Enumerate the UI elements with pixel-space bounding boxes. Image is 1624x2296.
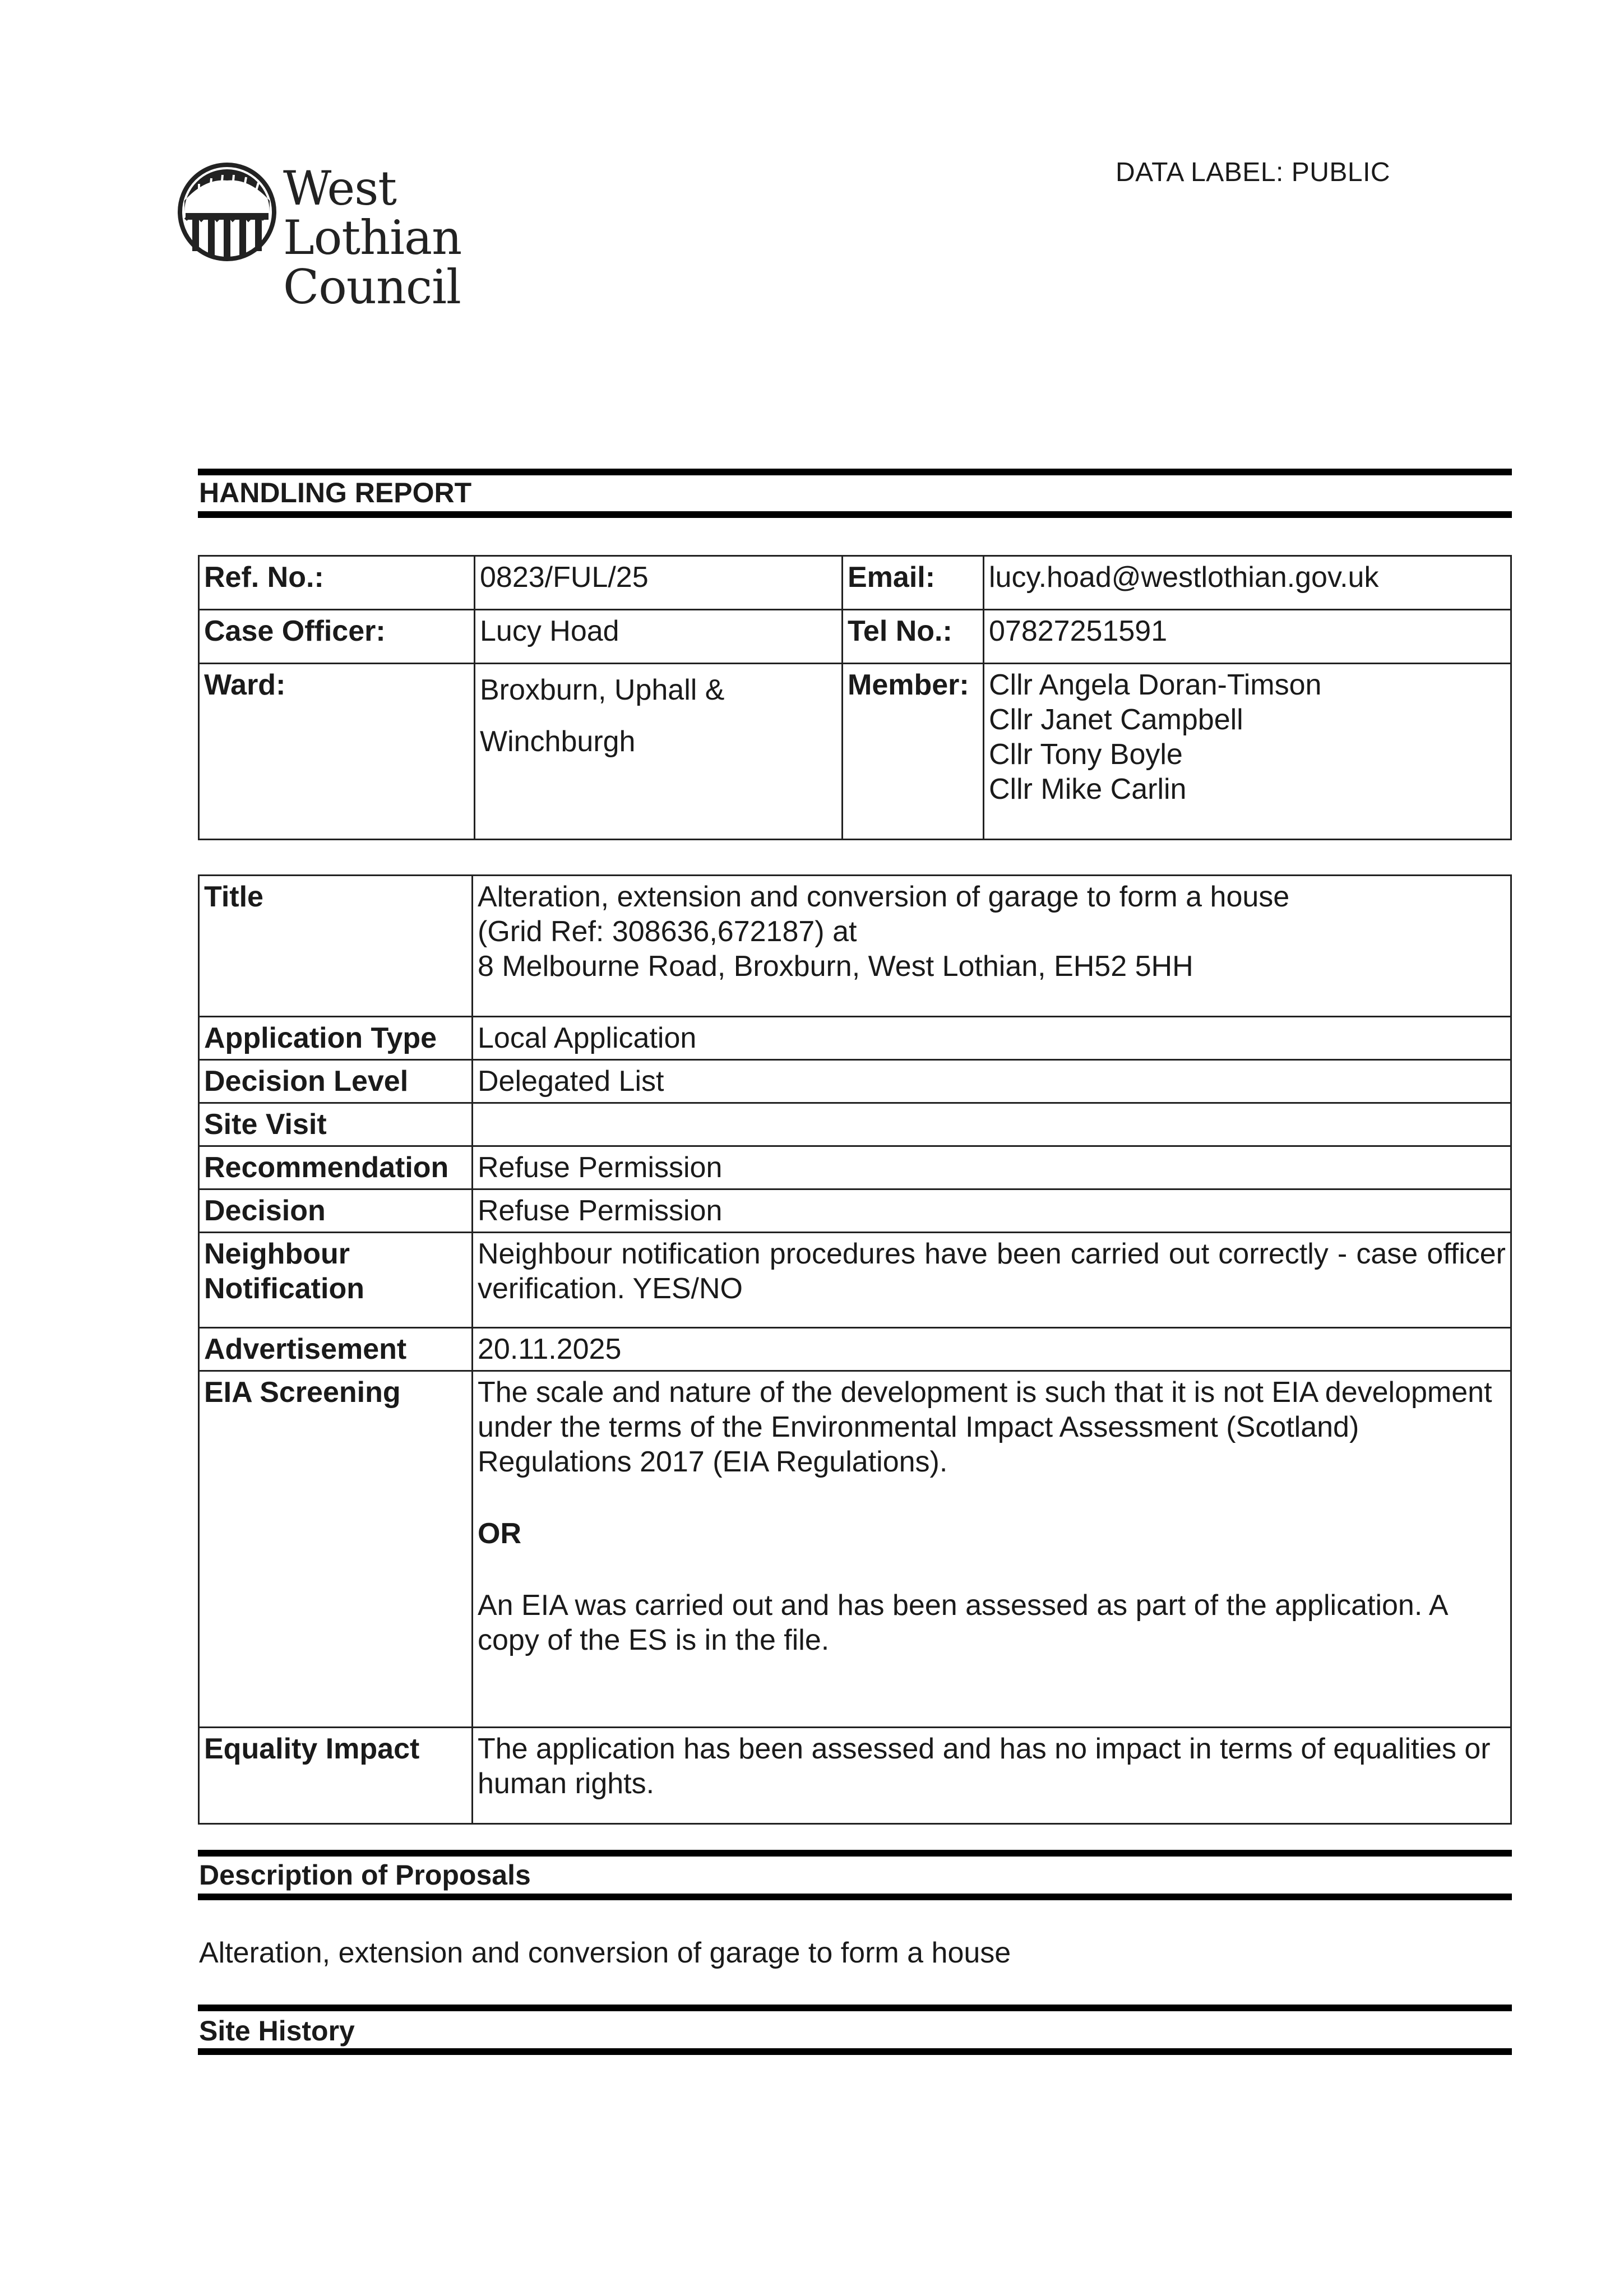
table-row <box>199 1371 1511 1728</box>
ref-label: Ref. No.: <box>199 556 475 610</box>
case-officer-value: Lucy Hoad <box>475 610 843 664</box>
case-officer-label: Case Officer: <box>199 610 475 664</box>
handling-report-heading: HANDLING REPORT <box>199 477 472 508</box>
eia-paragraph: The scale and nature of the development is such that it is not EIA development under the terms of the Environmental Impact Assessment (Scotland) Regulations 2017 (EIA Regulations). <box>478 1376 1492 1478</box>
title-label: Title <box>199 876 473 1017</box>
description-heading: Description of Proposals <box>199 1859 531 1891</box>
title-line: Alteration, extension and conversion of garage to form a house <box>478 881 1290 913</box>
table-row <box>199 1017 1511 1060</box>
council-logo <box>177 161 569 314</box>
neighbour-label-line: Notification <box>204 1272 364 1305</box>
decision-label: Decision <box>199 1189 473 1233</box>
title-value <box>473 876 1511 1017</box>
tel-label: Tel No.: <box>843 610 984 664</box>
tel-value: 07827251591 <box>984 610 1511 664</box>
member-label: Member: <box>843 664 984 840</box>
equality-impact-label: Equality Impact <box>199 1728 473 1824</box>
ward-line: Winchburgh <box>480 725 636 758</box>
neighbour-label-line: Neighbour <box>204 1238 350 1270</box>
eia-or: OR <box>478 1517 521 1550</box>
table-row <box>199 1233 1511 1328</box>
ward-label: Ward: <box>199 664 475 840</box>
decision-level-value: Delegated List <box>473 1060 1511 1103</box>
eia-screening-label: EIA Screening <box>199 1371 473 1728</box>
eia-paragraph: An EIA was carried out and has been assessed as part of the application. A copy of the ES is in the file. <box>478 1589 1447 1656</box>
eia-screening-value <box>473 1371 1511 1728</box>
application-type-value: Local Application <box>473 1017 1511 1060</box>
neighbour-notification-label <box>199 1233 473 1328</box>
description-text: Alteration, extension and conversion of garage to form a house <box>199 1937 1011 1969</box>
application-type-label: Application Type <box>199 1017 473 1060</box>
logo-line-1: West Lothian <box>283 161 462 265</box>
advertisement-label: Advertisement <box>199 1328 473 1371</box>
table-row <box>199 610 1511 664</box>
site-visit-value <box>473 1103 1511 1146</box>
table-row <box>199 556 1511 610</box>
member-name: Cllr Tony Boyle <box>989 738 1183 771</box>
table-row <box>199 664 1511 840</box>
section-rule <box>198 511 1512 518</box>
member-name: Cllr Janet Campbell <box>989 703 1243 736</box>
equality-impact-value: The application has been assessed and has no impact in terms of equalities or human rights. <box>473 1728 1511 1824</box>
decision-value: Refuse Permission <box>473 1189 1511 1233</box>
email-value: lucy.hoad@westlothian.gov.uk <box>984 556 1511 610</box>
table-row <box>199 1189 1511 1233</box>
member-name: Cllr Mike Carlin <box>989 773 1187 806</box>
neighbour-notification-value: Neighbour notification procedures have been carried out correctly - case officer verification. YES/NO <box>473 1233 1511 1328</box>
section-rule <box>198 469 1512 475</box>
table-row <box>199 876 1511 1017</box>
member-list <box>984 664 1511 840</box>
title-line: (Grid Ref: 308636,672187) at <box>478 915 857 948</box>
section-rule <box>198 2005 1512 2011</box>
email-label: Email: <box>843 556 984 610</box>
advertisement-value: 20.11.2025 <box>473 1328 1511 1371</box>
council-logo-text <box>283 161 569 314</box>
title-line: 8 Melbourne Road, Broxburn, West Lothian, EH52 5HH <box>478 950 1193 983</box>
table-row <box>199 1103 1511 1146</box>
recommendation-value: Refuse Permission <box>473 1146 1511 1189</box>
ref-value: 0823/FUL/25 <box>475 556 843 610</box>
table-row <box>199 1728 1511 1824</box>
data-label: DATA LABEL: PUBLIC <box>1116 158 1391 187</box>
logo-line-2: Council <box>283 260 461 314</box>
site-history-heading: Site History <box>199 2015 355 2047</box>
section-rule <box>198 2048 1512 2055</box>
member-name: Cllr Angela Doran-Timson <box>989 669 1322 701</box>
table-row <box>199 1328 1511 1371</box>
details-table <box>198 874 1512 1825</box>
site-visit-label: Site Visit <box>199 1103 473 1146</box>
section-rule <box>198 1850 1512 1857</box>
recommendation-label: Recommendation <box>199 1146 473 1189</box>
viaduct-emblem-icon <box>177 161 277 262</box>
section-rule <box>198 1894 1512 1900</box>
decision-level-label: Decision Level <box>199 1060 473 1103</box>
table-row <box>199 1146 1511 1189</box>
table-row <box>199 1060 1511 1103</box>
ward-line: Broxburn, Uphall & <box>480 674 725 706</box>
contact-table <box>198 555 1512 840</box>
ward-value <box>475 664 843 840</box>
